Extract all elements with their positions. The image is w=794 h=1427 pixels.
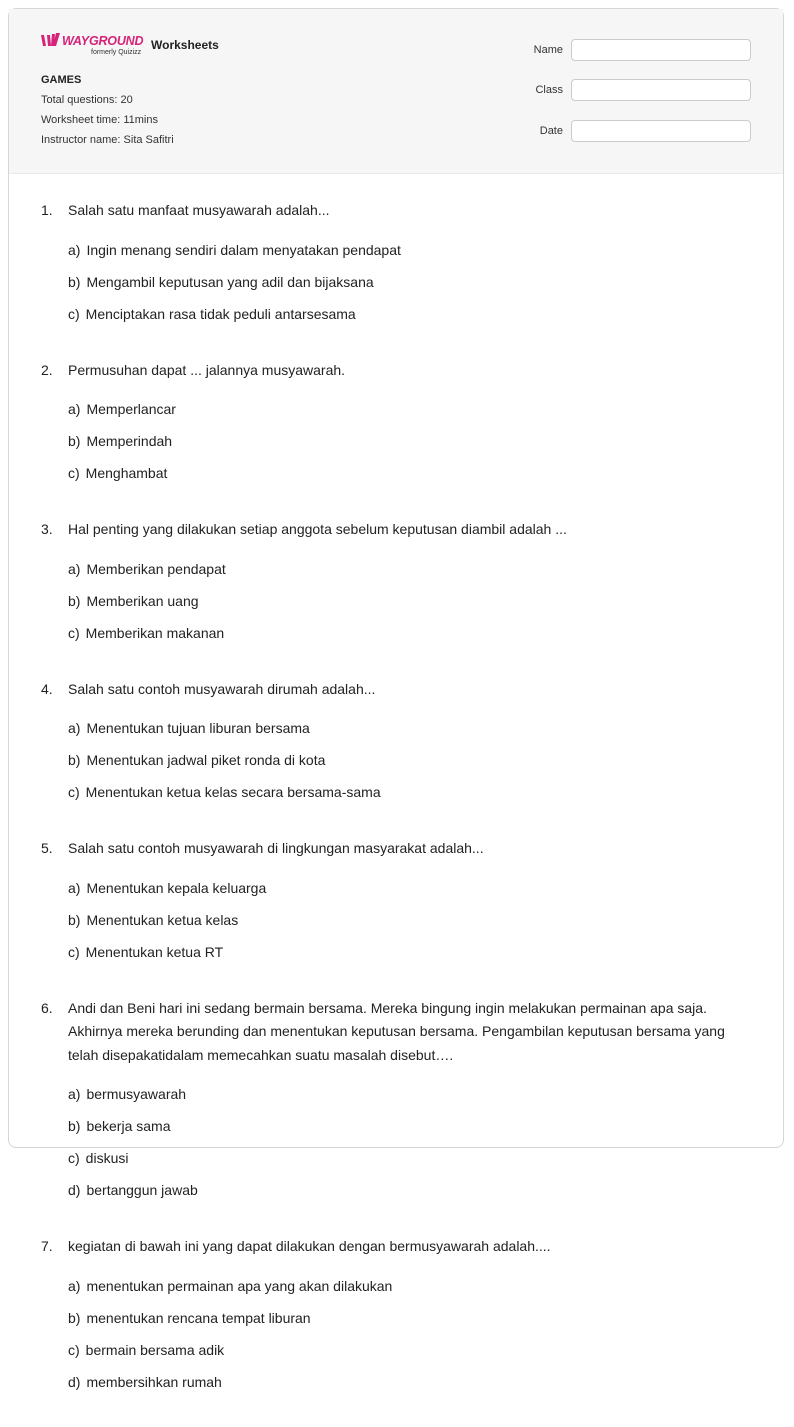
instructor-name: Instructor name: Sita Safitri: [41, 134, 174, 146]
option-text: Mengambil keputusan yang adil dan bijaksana: [86, 273, 374, 290]
question-7: [41, 1235, 751, 1394]
wayground-logo-icon: [41, 33, 61, 47]
name-row: [534, 38, 751, 62]
question-4: [41, 678, 751, 805]
question-text: Andi dan Beni hari ini sedang bermain bersama. Mereka bingung ingin melakukan permainan apa saja. Akhirnya mereka berunding dan menentukan keputusan bersama. Pengambilan keputusan bersama yang telah disepakatidalam memecahkan suatu masalah disebut….: [68, 999, 725, 1063]
option-letter: d): [68, 1373, 81, 1390]
option-letter: d): [68, 1182, 81, 1198]
date-field[interactable]: [571, 120, 751, 142]
option-letter: c): [68, 1341, 80, 1358]
option-text: Menentukan ketua kelas secara bersama-sama: [85, 784, 381, 800]
option-letter: c): [68, 943, 80, 960]
option-c: [68, 1147, 414, 1170]
option-letter: a): [68, 1086, 81, 1102]
question-number: 6.: [41, 999, 53, 1016]
question-number: 4.: [41, 680, 53, 697]
date-row: [540, 119, 751, 143]
class-field[interactable]: [571, 79, 751, 101]
option-c: [68, 303, 414, 326]
worksheet-header: [9, 9, 783, 174]
option-text: menentukan permainan apa yang akan dilakukan: [86, 1277, 393, 1294]
logo-subtitle: formerly Quizizz: [91, 49, 142, 56]
option-letter: c): [68, 1150, 80, 1166]
option-text: bertanggun jawab: [86, 1182, 198, 1198]
option-a: [68, 558, 414, 581]
question-list: [41, 199, 751, 1427]
question-number: 3.: [41, 521, 53, 537]
option-letter: a): [68, 1277, 81, 1294]
option-letter: b): [68, 1309, 81, 1326]
option-text: bermain bersama adik: [85, 1341, 225, 1358]
option-b: [68, 271, 414, 294]
question-text: Salah satu contoh musyawarah dirumah adalah...: [68, 680, 376, 697]
option-a: [68, 1275, 414, 1298]
option-letter: c): [68, 465, 80, 481]
question-1: [41, 199, 751, 326]
question-text: Permusuhan dapat ... jalannya musyawarah.: [68, 361, 346, 378]
option-c: [68, 781, 414, 804]
option-d: [68, 1179, 414, 1202]
worksheet-time: Worksheet time: 11mins: [41, 114, 158, 126]
worksheet-title: GAMES: [41, 74, 82, 86]
total-questions: Total questions: 20: [41, 94, 133, 106]
option-letter: a): [68, 241, 81, 258]
worksheet-page: [8, 8, 784, 1390]
option-letter: b): [68, 752, 81, 768]
option-letter: c): [68, 624, 80, 641]
question-3: [41, 518, 751, 645]
name-field[interactable]: [571, 39, 751, 61]
option-c: [68, 1339, 414, 1362]
option-text: Menentukan ketua kelas: [86, 911, 239, 928]
question-number: 7.: [41, 1238, 53, 1254]
option-c: [68, 462, 414, 485]
option-letter: a): [68, 560, 81, 577]
class-label: Class: [535, 84, 563, 96]
option-a: [68, 877, 414, 900]
option-b: [68, 1307, 414, 1330]
option-text: menentukan rencana tempat liburan: [86, 1309, 311, 1326]
question-number: 2.: [41, 361, 53, 378]
option-letter: a): [68, 401, 81, 417]
option-c: [68, 941, 414, 964]
option-letter: b): [68, 1118, 81, 1134]
option-text: Menciptakan rasa tidak peduli antarsesama: [85, 305, 356, 322]
option-d: [68, 1371, 414, 1394]
option-letter: c): [68, 305, 80, 322]
option-b: [68, 430, 414, 453]
option-c: [68, 622, 414, 645]
option-text: Ingin menang sendiri dalam menyatakan pendapat: [86, 241, 401, 258]
option-text: Menentukan kepala keluarga: [86, 879, 267, 896]
option-text: Menentukan ketua RT: [85, 943, 224, 960]
option-text: diskusi: [85, 1150, 129, 1166]
option-a: [68, 717, 414, 740]
option-letter: a): [68, 879, 81, 896]
option-a: [68, 1083, 414, 1106]
question-number: 5.: [41, 840, 53, 856]
option-b: [68, 590, 414, 613]
name-label: Name: [533, 44, 563, 56]
question-2: [41, 359, 751, 486]
option-letter: b): [68, 273, 81, 290]
option-letter: b): [68, 433, 81, 449]
option-letter: b): [68, 592, 81, 609]
question-text: kegiatan di bawah ini yang dapat dilakukan dengan bermusyawarah adalah....: [68, 1238, 551, 1254]
option-letter: a): [68, 720, 81, 736]
brand-logo: [41, 33, 145, 59]
option-text: Memperindah: [86, 433, 173, 449]
option-text: Menentukan tujuan liburan bersama: [86, 720, 310, 736]
option-text: membersihkan rumah: [86, 1373, 222, 1390]
option-text: Memberikan makanan: [85, 624, 225, 641]
question-text: Hal penting yang dilakukan setiap anggota sebelum keputusan diambil adalah ...: [68, 521, 567, 537]
option-b: [68, 749, 414, 772]
date-label: Date: [539, 125, 563, 137]
question-text: Salah satu contoh musyawarah di lingkungan masyarakat adalah...: [68, 840, 484, 856]
logo-wordmark: WAYGROUND: [62, 34, 144, 48]
option-text: Menghambat: [85, 465, 168, 481]
question-6: [41, 997, 751, 1203]
option-a: [68, 398, 414, 421]
option-text: Menentukan jadwal piket ronda di kota: [86, 752, 326, 768]
question-5: [41, 837, 751, 964]
product-name: Worksheets: [151, 38, 219, 52]
option-text: bekerja sama: [86, 1118, 171, 1134]
option-letter: c): [68, 784, 80, 800]
option-a: [68, 239, 414, 262]
option-b: [68, 909, 414, 932]
question-text: Salah satu manfaat musyawarah adalah...: [68, 202, 330, 218]
class-row: [535, 78, 751, 102]
option-letter: b): [68, 911, 81, 928]
option-text: Memperlancar: [86, 401, 176, 417]
option-b: [68, 1115, 414, 1138]
option-text: Memberikan pendapat: [86, 560, 226, 577]
question-number: 1.: [41, 202, 53, 218]
option-text: bermusyawarah: [86, 1086, 187, 1102]
option-text: Memberikan uang: [86, 592, 199, 609]
